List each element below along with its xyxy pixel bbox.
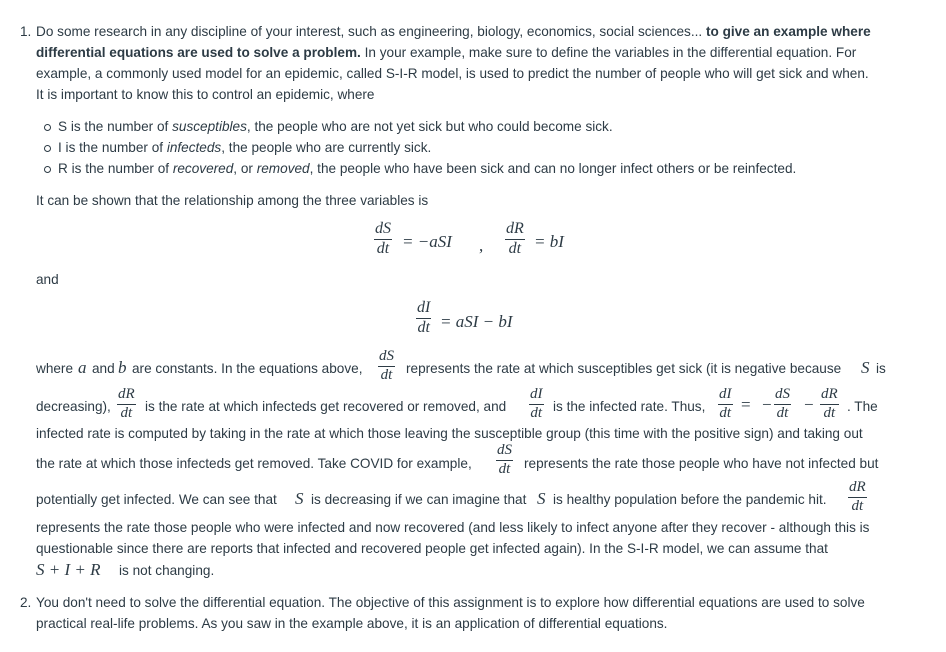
- bullet-marker: [44, 124, 51, 131]
- fraction-dI-dt: dI dt: [417, 299, 431, 336]
- eq1-rhs: = −aSI: [402, 232, 452, 251]
- bullet-marker: [44, 145, 51, 152]
- para-text: represents the rate at which susceptibles get sick (it is negative because: [406, 361, 842, 376]
- math-S: S: [537, 489, 546, 508]
- para-text: where: [36, 361, 74, 376]
- fraction-dI-dt: dI dt: [530, 386, 543, 421]
- fraction-dR-dt: dR dt: [821, 386, 838, 421]
- and-text: and: [36, 272, 59, 287]
- relationship-text: It can be shown that the relationship among the three variables is: [36, 193, 429, 208]
- para-text: and: [92, 361, 115, 376]
- math-S: S: [295, 489, 304, 508]
- para-line8: is not changing.: [119, 563, 215, 578]
- item1-line2: differential equations are used to solve a problem. In your example, make sure to define the variables in the differential equation. For: [36, 45, 857, 60]
- math-minus: −: [762, 395, 772, 414]
- eq-comma: ,: [479, 236, 484, 255]
- item1-line4: It is important to know this to control an epidemic, where: [36, 87, 375, 102]
- para-text: represents the rate those people who have not infected but: [524, 456, 879, 471]
- bullet-infecteds: I is the number of infecteds, the people who are currently sick.: [58, 140, 432, 155]
- bullet-marker: [44, 166, 51, 173]
- para-text: is the infected rate. Thus,: [553, 399, 706, 414]
- math-S-I-R: S + I + R: [36, 560, 101, 579]
- bullet-susceptibles: S is the number of susceptibles, the people who are not yet sick but who could become sick.: [58, 119, 613, 134]
- math-S: S: [861, 358, 870, 377]
- para-line7: questionable since there are reports that infected and recovered people get infected again). In the S-I-R model, we can assume that: [36, 541, 828, 556]
- para-text: decreasing),: [36, 399, 111, 414]
- item1-number: 1.: [20, 24, 32, 39]
- item2-line2: practical real-life problems. As you saw in the example above, it is an application of differential equations.: [36, 616, 668, 631]
- para-text: is decreasing if we can imagine that: [311, 492, 527, 507]
- para-text: potentially get infected. We can see that: [36, 492, 277, 507]
- para-text: are constants. In the equations above,: [132, 361, 363, 376]
- para-text: . The: [847, 399, 878, 414]
- para-text: is the rate at which infecteds get recovered or removed, and: [145, 399, 507, 414]
- math-minus: −: [804, 395, 814, 414]
- para-text: is healthy population before the pandemic hit.: [553, 492, 827, 507]
- fraction-dR-dt: dR dt: [506, 220, 524, 257]
- para-line3: infected rate is computed by taking in the rate at which those leaving the susceptible group (this time with the positive sign) and taking out: [36, 426, 863, 441]
- fraction-dR-dt: dR dt: [849, 479, 866, 514]
- para-text: is: [876, 361, 886, 376]
- para-text: the rate at which those infecteds get removed. Take COVID for example,: [36, 456, 472, 471]
- bullet-recovered: R is the number of recovered, or removed, the people who have been sick and can no longer infect others or be reinfected.: [58, 161, 797, 176]
- fraction-dS-dt: dS dt: [375, 220, 391, 257]
- fraction-dR-dt: dR dt: [118, 386, 135, 421]
- math-a: a: [78, 358, 87, 377]
- eq3-rhs: = aSI − bI: [440, 312, 513, 331]
- fraction-dS-dt: dS dt: [379, 348, 394, 383]
- eq2-rhs: = bI: [534, 232, 564, 251]
- item1-line3: example, a commonly used model for an epidemic, called S-I-R model, is used to predict the number of people who will get sick and when.: [36, 66, 869, 81]
- fraction-dS-dt: dS dt: [775, 386, 790, 421]
- fraction-dS-dt: dS dt: [497, 442, 512, 477]
- item1-line1: Do some research in any discipline of your interest, such as engineering, biology, economics, social sciences... to give an example where: [36, 24, 871, 39]
- item2-line1: You don't need to solve the differential equation. The objective of this assignment is to explore how differential equations are used to solve: [36, 595, 865, 610]
- item2-number: 2.: [20, 595, 32, 610]
- math-equals: =: [741, 395, 751, 414]
- fraction-dI-dt: dI dt: [719, 386, 732, 421]
- math-b: b: [118, 358, 127, 377]
- para-line6: represents the rate those people who were infected and now recovered (and less likely to infect anyone after they recover - although this is: [36, 520, 870, 535]
